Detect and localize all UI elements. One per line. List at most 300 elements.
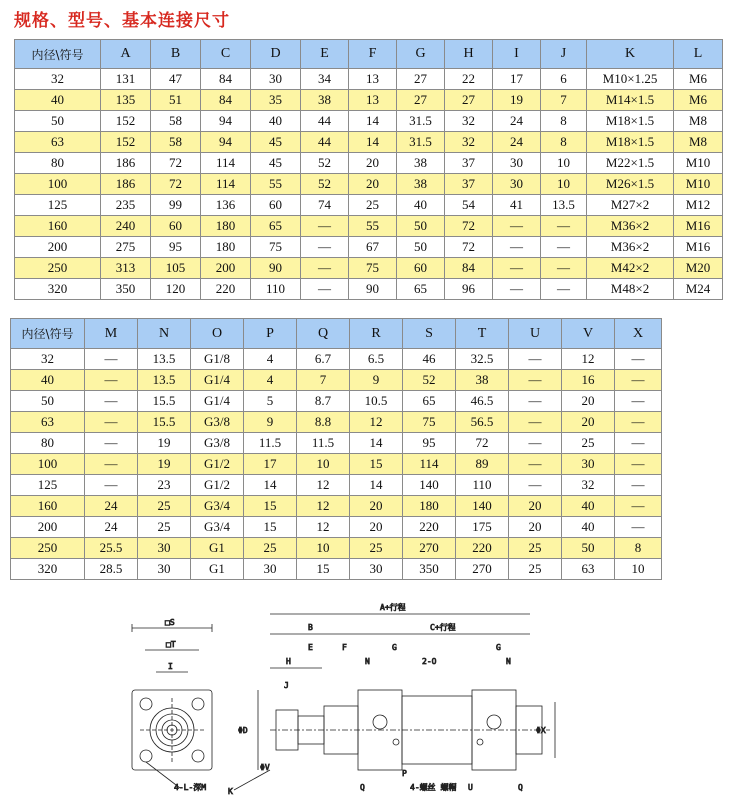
label-q-right: Q <box>518 783 523 792</box>
dimension-cell: 40 <box>562 517 615 538</box>
dimension-cell: — <box>541 237 587 258</box>
dimension-cell: — <box>85 454 138 475</box>
dimension-cell: 51 <box>151 90 201 111</box>
table-row <box>11 475 662 496</box>
dimension-cell: 23 <box>138 475 191 496</box>
label-g-right: G <box>496 643 501 652</box>
dimension-cell: 15 <box>350 454 403 475</box>
dimension-cell: 72 <box>151 153 201 174</box>
label-u: U <box>468 783 473 792</box>
dimension-cell: 50 <box>397 237 445 258</box>
dimension-cell: 13 <box>349 90 397 111</box>
dimension-cell: 19 <box>493 90 541 111</box>
dimension-cell: 24 <box>85 517 138 538</box>
dimension-cell: 58 <box>151 111 201 132</box>
dimension-cell: G1 <box>191 559 244 580</box>
dimension-cell: M8 <box>674 132 723 153</box>
dimension-cell: 220 <box>201 279 251 300</box>
dimension-cell: 20 <box>350 496 403 517</box>
table-row <box>15 237 723 258</box>
dimension-cell: 75 <box>251 237 301 258</box>
dimension-cell: 24 <box>85 496 138 517</box>
dimension-cell: 114 <box>403 454 456 475</box>
dimension-cell: M14×1.5 <box>587 90 674 111</box>
dimension-cell: 25 <box>509 559 562 580</box>
dimension-cell: 5 <box>244 391 297 412</box>
table-1-header-row <box>15 40 723 69</box>
dimension-cell: 15 <box>244 496 297 517</box>
dimension-cell: G1 <box>191 538 244 559</box>
table-row <box>11 538 662 559</box>
dimension-cell: — <box>493 237 541 258</box>
dimension-cell: 52 <box>301 174 349 195</box>
dimension-cell: — <box>301 237 349 258</box>
table-2-header-row <box>11 319 662 349</box>
dimension-cell: 44 <box>301 111 349 132</box>
dimension-cell: M18×1.5 <box>587 132 674 153</box>
table-row <box>11 391 662 412</box>
label-n-left: N <box>365 657 370 666</box>
dimension-cell: 114 <box>201 174 251 195</box>
dimension-cell: 95 <box>403 433 456 454</box>
dimension-cell: 14 <box>349 132 397 153</box>
header-cell: C <box>201 40 251 69</box>
dimension-cell: M10 <box>674 174 723 195</box>
dimension-cell: — <box>509 433 562 454</box>
dimension-cell: 270 <box>456 559 509 580</box>
dimension-cell: 40 <box>397 195 445 216</box>
header-cell: T <box>456 319 509 349</box>
header-cell: S <box>403 319 456 349</box>
header-cell: K <box>587 40 674 69</box>
dimension-cell: 50 <box>562 538 615 559</box>
header-cell: L <box>674 40 723 69</box>
header-cell: U <box>509 319 562 349</box>
dimension-cell: M36×2 <box>587 237 674 258</box>
dimension-cell: 44 <box>301 132 349 153</box>
dimension-cell: G3/8 <box>191 433 244 454</box>
table-row <box>15 153 723 174</box>
dimension-cell: 19 <box>138 433 191 454</box>
dimension-cell: 10 <box>615 559 662 580</box>
dimension-cell: 38 <box>456 370 509 391</box>
front-view <box>132 618 212 792</box>
label-b: B <box>308 623 313 632</box>
dimension-cell: 20 <box>562 412 615 433</box>
dimension-cell: 95 <box>151 237 201 258</box>
dimension-cell: — <box>615 517 662 538</box>
bore-size-cell: 320 <box>15 279 101 300</box>
dimension-cell: — <box>541 279 587 300</box>
dimension-cell: M26×1.5 <box>587 174 674 195</box>
dimension-cell: 60 <box>397 258 445 279</box>
dimension-cell: G1/2 <box>191 475 244 496</box>
dimension-cell: — <box>615 454 662 475</box>
dimension-cell: — <box>541 216 587 237</box>
dimension-cell: 180 <box>403 496 456 517</box>
dimension-cell: M10×1.25 <box>587 69 674 90</box>
header-cell: J <box>541 40 587 69</box>
dimension-cell: 32.5 <box>456 349 509 370</box>
dimension-cell: 72 <box>445 216 493 237</box>
table-row <box>11 559 662 580</box>
header-cell: G <box>397 40 445 69</box>
label-holes: 4-L-深M <box>174 783 207 792</box>
header-cell: A <box>101 40 151 69</box>
dimension-cell: 120 <box>151 279 201 300</box>
dimension-cell: 25 <box>350 538 403 559</box>
table-row <box>15 174 723 195</box>
dimension-cell: 31.5 <box>397 111 445 132</box>
dimension-cell: — <box>615 349 662 370</box>
dimension-cell: 94 <box>201 111 251 132</box>
dimension-cell: 38 <box>397 153 445 174</box>
table-row <box>11 433 662 454</box>
dimension-cell: 220 <box>403 517 456 538</box>
dimension-cell: 25 <box>138 517 191 538</box>
dimension-cell: 30 <box>493 174 541 195</box>
dimension-cell: 8.8 <box>297 412 350 433</box>
table-row <box>11 517 662 538</box>
dimension-cell: 12 <box>297 496 350 517</box>
dimension-cell: 10.5 <box>350 391 403 412</box>
header-cell: P <box>244 319 297 349</box>
bore-size-cell: 80 <box>15 153 101 174</box>
cylinder-dimension-drawing <box>110 598 570 803</box>
side-view <box>228 602 555 796</box>
dimension-cell: 10 <box>541 153 587 174</box>
bore-size-cell: 80 <box>11 433 85 454</box>
dimension-cell: 52 <box>403 370 456 391</box>
table-row <box>15 195 723 216</box>
dimension-cell: 63 <box>562 559 615 580</box>
dimension-cell: 140 <box>456 496 509 517</box>
dimension-cell: 114 <box>201 153 251 174</box>
header-cell: E <box>301 40 349 69</box>
dimension-cell: 6.5 <box>350 349 403 370</box>
dimension-cell: 20 <box>509 517 562 538</box>
dimension-cell: 6.7 <box>297 349 350 370</box>
dimension-cell: 94 <box>201 132 251 153</box>
dimension-cell: 12 <box>350 412 403 433</box>
dimension-cell: — <box>615 391 662 412</box>
dimension-cell: M22×1.5 <box>587 153 674 174</box>
dimension-cell: 8.7 <box>297 391 350 412</box>
dimension-cell: 110 <box>251 279 301 300</box>
label-k: K <box>228 787 233 796</box>
dimension-cell: M16 <box>674 216 723 237</box>
table-row <box>11 370 662 391</box>
label-h: H <box>286 657 291 666</box>
header-cell: N <box>138 319 191 349</box>
dimension-cell: — <box>493 216 541 237</box>
dimension-cell: 46 <box>403 349 456 370</box>
dimension-cell: 12 <box>297 475 350 496</box>
header-cell: H <box>445 40 493 69</box>
dimension-cell: 20 <box>509 496 562 517</box>
dimension-cell: 50 <box>397 216 445 237</box>
dimension-cell: G1/4 <box>191 391 244 412</box>
dimension-cell: 17 <box>493 69 541 90</box>
bore-size-cell: 160 <box>11 496 85 517</box>
label-two-o: 2-O <box>422 657 437 666</box>
dimension-cell: 110 <box>456 475 509 496</box>
dimension-cell: 60 <box>151 216 201 237</box>
dimension-cell: M42×2 <box>587 258 674 279</box>
dimension-cell: 16 <box>562 370 615 391</box>
dimension-cell: 41 <box>493 195 541 216</box>
dimension-cell: 30 <box>493 153 541 174</box>
dimension-cell: 240 <box>101 216 151 237</box>
dimension-cell: 136 <box>201 195 251 216</box>
bore-size-cell: 50 <box>15 111 101 132</box>
dimension-cell: 17 <box>244 454 297 475</box>
dimension-cell: 60 <box>251 195 301 216</box>
dimension-cell: 313 <box>101 258 151 279</box>
dimension-cell: 152 <box>101 111 151 132</box>
dimension-cell: 38 <box>301 90 349 111</box>
dimension-cell: 30 <box>251 69 301 90</box>
dimension-cell: M6 <box>674 69 723 90</box>
dimension-cell: 89 <box>456 454 509 475</box>
bore-size-cell: 63 <box>15 132 101 153</box>
dimension-cell: 25 <box>138 496 191 517</box>
label-four-r: 4-螺丝 螺帽 <box>410 783 457 792</box>
dimension-cell: 4 <box>244 349 297 370</box>
dimension-cell: 30 <box>244 559 297 580</box>
dimension-cell: 32 <box>445 111 493 132</box>
dimension-cell: 8 <box>615 538 662 559</box>
dimension-cell: 72 <box>456 433 509 454</box>
dimension-cell: — <box>509 349 562 370</box>
dimension-cell: 96 <box>445 279 493 300</box>
dimension-cell: 14 <box>349 111 397 132</box>
header-cell: Q <box>297 319 350 349</box>
dimension-cell: 13.5 <box>541 195 587 216</box>
dimension-cell: M24 <box>674 279 723 300</box>
dimension-cell: 9 <box>244 412 297 433</box>
dimension-cell: 186 <box>101 153 151 174</box>
dimension-cell: 180 <box>201 237 251 258</box>
dimension-cell: 350 <box>101 279 151 300</box>
dimension-cell: 270 <box>403 538 456 559</box>
dimension-cell: G1/8 <box>191 349 244 370</box>
dimension-cell: — <box>85 475 138 496</box>
dimension-cell: — <box>509 391 562 412</box>
dimension-cell: 11.5 <box>297 433 350 454</box>
dimension-cell: M36×2 <box>587 216 674 237</box>
header-cell: B <box>151 40 201 69</box>
dimension-cell: 46.5 <box>456 391 509 412</box>
dimension-cell: 10 <box>297 454 350 475</box>
table-row <box>11 454 662 475</box>
dimension-cell: M18×1.5 <box>587 111 674 132</box>
dimension-cell: 25.5 <box>85 538 138 559</box>
dimension-cell: 30 <box>138 559 191 580</box>
dimension-cell: 84 <box>201 69 251 90</box>
dimension-cell: 65 <box>251 216 301 237</box>
dimension-cell: 55 <box>251 174 301 195</box>
dimension-cell: 28.5 <box>85 559 138 580</box>
dimension-cell: — <box>615 496 662 517</box>
dimension-cell: 84 <box>445 258 493 279</box>
dimension-cell: 56.5 <box>456 412 509 433</box>
dimension-cell: 25 <box>244 538 297 559</box>
dimension-cell: G1/2 <box>191 454 244 475</box>
bore-size-cell: 100 <box>15 174 101 195</box>
dimension-cell: 31.5 <box>397 132 445 153</box>
dimension-cell: 72 <box>151 174 201 195</box>
dimension-cell: — <box>541 258 587 279</box>
header-cell: 内径\符号 <box>11 319 85 349</box>
dimension-cell: — <box>85 433 138 454</box>
dimension-cell: 54 <box>445 195 493 216</box>
dimension-cell: 40 <box>562 496 615 517</box>
dimension-cell: 200 <box>201 258 251 279</box>
bore-size-cell: 320 <box>11 559 85 580</box>
dimension-cell: — <box>493 279 541 300</box>
dimension-cell: M16 <box>674 237 723 258</box>
bore-size-cell: 40 <box>11 370 85 391</box>
dimension-cell: 4 <box>244 370 297 391</box>
dimension-cell: 152 <box>101 132 151 153</box>
bore-size-cell: 32 <box>15 69 101 90</box>
table-row <box>15 111 723 132</box>
dimension-cell: 11.5 <box>244 433 297 454</box>
bore-size-cell: 200 <box>15 237 101 258</box>
header-cell: 内径\符号 <box>15 40 101 69</box>
label-p: P <box>402 769 407 778</box>
dimension-cell: — <box>493 258 541 279</box>
table-row <box>15 279 723 300</box>
dimension-cell: — <box>301 258 349 279</box>
header-cell: R <box>350 319 403 349</box>
dimension-cell: 72 <box>445 237 493 258</box>
bore-size-cell: 50 <box>11 391 85 412</box>
dimension-cell: 27 <box>397 69 445 90</box>
dimension-cell: 15.5 <box>138 391 191 412</box>
dimension-cell: 90 <box>251 258 301 279</box>
dimension-table-2 <box>10 318 662 580</box>
page-title: 规格、型号、基本连接尺寸 <box>14 11 230 31</box>
dimension-cell: 25 <box>349 195 397 216</box>
dimension-cell: 30 <box>562 454 615 475</box>
bore-size-cell: 125 <box>11 475 85 496</box>
dimension-cell: 13 <box>349 69 397 90</box>
dimension-cell: — <box>509 412 562 433</box>
dimension-cell: 52 <box>301 153 349 174</box>
dimension-cell: 10 <box>297 538 350 559</box>
dimension-cell: 131 <box>101 69 151 90</box>
table-row <box>15 258 723 279</box>
dimension-cell: 37 <box>445 153 493 174</box>
dimension-cell: 32 <box>445 132 493 153</box>
dimension-table-1 <box>14 39 723 300</box>
dimension-cell: 65 <box>397 279 445 300</box>
bore-size-cell: 40 <box>15 90 101 111</box>
dimension-cell: 15 <box>244 517 297 538</box>
dimension-cell: 20 <box>562 391 615 412</box>
dimension-cell: — <box>301 279 349 300</box>
dimension-cell: — <box>85 412 138 433</box>
dimension-cell: 24 <box>493 132 541 153</box>
dimension-cell: 14 <box>350 475 403 496</box>
table-row <box>11 496 662 517</box>
label-v-dia: ΦV <box>260 763 270 772</box>
header-cell: F <box>349 40 397 69</box>
dimension-cell: 27 <box>445 90 493 111</box>
dimension-cell: 180 <box>201 216 251 237</box>
dimension-cell: 14 <box>350 433 403 454</box>
dimension-cell: 14 <box>244 475 297 496</box>
label-e: E <box>308 643 313 652</box>
dimension-cell: 37 <box>445 174 493 195</box>
label-n-right: N <box>506 657 511 666</box>
bore-size-cell: 250 <box>15 258 101 279</box>
dimension-cell: 9 <box>350 370 403 391</box>
header-cell: M <box>85 319 138 349</box>
header-cell: I <box>493 40 541 69</box>
dimension-cell: G1/4 <box>191 370 244 391</box>
dimension-cell: 74 <box>301 195 349 216</box>
dimension-cell: 220 <box>456 538 509 559</box>
dimension-cell: 45 <box>251 153 301 174</box>
dimension-cell: 75 <box>349 258 397 279</box>
dimension-cell: 275 <box>101 237 151 258</box>
label-a-stroke: A+行程 <box>380 603 406 612</box>
dimension-cell: 175 <box>456 517 509 538</box>
dimension-cell: 25 <box>509 538 562 559</box>
dimension-cell: 12 <box>562 349 615 370</box>
header-cell: X <box>615 319 662 349</box>
dimension-cell: 140 <box>403 475 456 496</box>
dimension-cell: 6 <box>541 69 587 90</box>
dimension-cell: 65 <box>403 391 456 412</box>
bore-size-cell: 250 <box>11 538 85 559</box>
dimension-cell: — <box>509 370 562 391</box>
label-j: J <box>284 681 289 690</box>
dimension-cell: 38 <box>397 174 445 195</box>
dimension-cell: M10 <box>674 153 723 174</box>
dimension-cell: — <box>615 433 662 454</box>
dimension-cell: G3/4 <box>191 517 244 538</box>
dimension-cell: M8 <box>674 111 723 132</box>
dimension-cell: 27 <box>397 90 445 111</box>
dimension-cell: 75 <box>403 412 456 433</box>
dimension-cell: 24 <box>493 111 541 132</box>
label-q-left: Q <box>360 783 365 792</box>
table-row <box>15 90 723 111</box>
dimension-cell: 10 <box>541 174 587 195</box>
dimension-cell: 186 <box>101 174 151 195</box>
label-c-stroke: C+行程 <box>430 623 456 632</box>
label-sq-t: □T <box>166 640 176 649</box>
table-row <box>15 69 723 90</box>
table-row <box>15 132 723 153</box>
dimension-cell: 40 <box>251 111 301 132</box>
dimension-cell: — <box>85 349 138 370</box>
bore-size-cell: 63 <box>11 412 85 433</box>
dimension-cell: 30 <box>350 559 403 580</box>
label-f: F <box>342 643 347 652</box>
bore-size-cell: 32 <box>11 349 85 370</box>
dimension-cell: 13.5 <box>138 370 191 391</box>
dimension-cell: — <box>509 454 562 475</box>
dimension-cell: 90 <box>349 279 397 300</box>
dimension-cell: — <box>85 370 138 391</box>
dimension-cell: 7 <box>541 90 587 111</box>
dimension-cell: 12 <box>297 517 350 538</box>
